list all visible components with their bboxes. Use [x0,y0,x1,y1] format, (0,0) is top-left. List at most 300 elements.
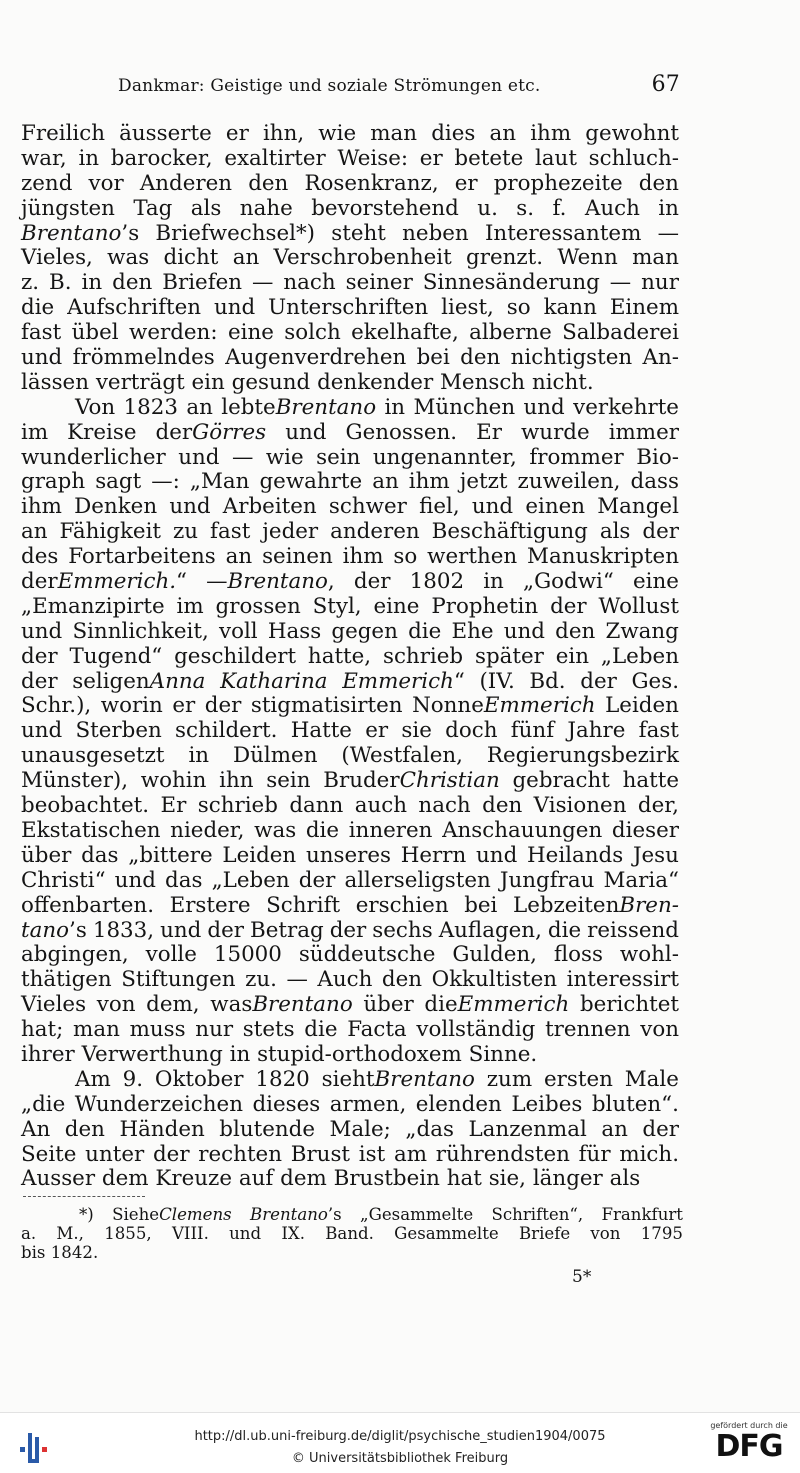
token [243,1018,295,1043]
token [642,520,679,545]
token [427,545,517,570]
token [133,197,172,222]
word: die [305,817,340,843]
token [412,694,595,719]
token [173,520,198,545]
word: dem [101,1166,149,1192]
token [479,670,514,695]
word: sieht [321,1066,375,1092]
body-line [21,1018,679,1043]
word: in [483,569,504,595]
token [529,446,623,471]
word: Lanzenmal [468,1116,587,1142]
token [413,396,515,421]
word: volle [145,942,197,968]
body-line [21,246,679,271]
token [345,421,457,446]
token [74,495,157,520]
token [640,1018,679,1043]
word: man [370,121,418,146]
body-line [21,670,679,695]
token [239,1167,273,1192]
token [155,1167,232,1192]
italic-word: Brentano [250,1205,328,1224]
word: die [408,618,442,644]
word: liest, [441,295,494,321]
word: bluten“. [591,1091,679,1117]
token [21,1043,75,1068]
token [240,197,293,222]
word: wurde [520,419,590,445]
word: graph [21,469,86,495]
token [530,122,571,147]
word: jetzt [459,469,508,495]
body-line [21,1118,679,1143]
dfg-funding-text: gefördert durch die [710,1421,788,1430]
word: am [393,1141,427,1167]
body-line [21,919,679,944]
word: Fortarbeitens [68,544,216,570]
word: Betrag [250,917,324,943]
token [555,620,595,645]
token [155,222,315,247]
word: Er [160,793,187,819]
token [21,993,86,1018]
word: blutende [219,1116,315,1142]
body-line [21,869,679,894]
token [172,694,195,719]
token [170,819,244,844]
italic-word: Bren- [619,892,679,918]
token [641,271,679,296]
token [153,1143,190,1168]
token [489,1167,526,1192]
word: verkehrte [573,394,679,420]
word: allerseligsten [344,867,491,893]
token [587,919,679,944]
word: berichtet [579,992,679,1018]
word: eine [227,320,274,346]
word: B. [49,270,72,296]
word: „Man [189,469,250,495]
word: Jahre [567,718,626,744]
token [212,869,290,894]
token [174,645,296,670]
token [21,271,39,296]
token [252,271,273,296]
token [370,122,417,147]
token [175,719,277,744]
word: Jesu [632,842,679,868]
token [283,271,335,296]
token [632,246,679,271]
word: ungenannter, [372,444,517,470]
word: in [81,270,103,296]
token [82,1043,223,1068]
word: armen, [329,1091,407,1117]
word: der [642,1116,679,1142]
word: fiel, [419,494,460,520]
token [472,495,513,520]
word: muss [129,1017,186,1043]
word: nach [418,793,471,819]
word: fast [21,320,62,346]
body-line [21,794,679,819]
word: „Godwi“ [523,569,614,595]
token [490,122,517,147]
token [460,346,500,371]
word: gebracht [512,768,610,794]
word: „Leben [211,867,290,893]
token [410,570,464,595]
token [21,520,48,545]
word: und [21,618,63,644]
word: 1823 [123,394,178,420]
token [284,321,340,346]
word: dem, [146,992,200,1018]
word: von [640,1017,679,1043]
word: Sinne. [468,1041,538,1067]
word: M., [56,1224,84,1244]
token [232,371,311,396]
word: schwer [328,494,407,520]
word: Ausser [21,1166,96,1192]
word: wie [265,444,304,470]
token [329,495,407,520]
word: Facta [347,1017,407,1043]
token [72,620,208,645]
token [527,844,623,869]
word: und [213,295,256,321]
word: ’s [69,917,87,943]
word: der [152,1141,190,1167]
token [160,919,201,944]
word: war, [21,145,67,171]
token [550,595,587,620]
word: die [547,917,582,943]
token [475,645,544,670]
token [482,794,522,819]
body-line [21,894,679,919]
word: Tag [133,195,173,221]
token [60,520,162,545]
word: was [107,245,150,271]
word: dem [280,1166,327,1192]
word: Manuskripten [527,544,679,570]
word: Am [75,1066,111,1092]
token [191,197,222,222]
token [21,222,139,247]
word: rechten [198,1141,282,1167]
token [252,1093,320,1118]
word: grossen [215,593,301,619]
word: Verschrobenheit [273,245,452,271]
word: Anderen [139,170,233,196]
token [363,993,413,1018]
word: inneren [348,817,433,843]
token [129,321,218,346]
token [504,620,545,645]
word: der [21,668,58,694]
token [304,1018,337,1043]
token [119,122,212,147]
word: an [372,469,399,495]
token [451,620,493,645]
body-line [21,1143,679,1168]
word: Briefe [518,1224,571,1244]
word: Siehe [112,1205,160,1224]
word: wie [318,121,357,146]
token [198,794,278,819]
word: ’s [121,220,140,246]
word: ’s [327,1205,342,1224]
word: denkender [317,369,434,395]
token [346,271,413,296]
word: stets [242,1017,295,1043]
word: An [21,1116,51,1142]
word: Leiden [605,693,679,719]
body-line [21,197,679,222]
body-line [21,446,679,471]
copyright-notice: © Universitätsbibliothek Freiburg [291,1451,509,1466]
token [610,1167,641,1192]
token [349,819,433,844]
word: als [599,519,631,545]
token [573,396,679,421]
token [562,321,679,346]
token [233,246,260,271]
token [21,346,62,371]
token [172,1224,209,1243]
word: lebte [221,394,276,420]
word: Sinnlichkeit, [72,618,209,644]
word: der, [637,793,679,819]
word: des [21,544,59,570]
token [207,919,244,944]
token [317,371,433,396]
word: sechs [372,917,433,943]
word: Briefwechsel*) [155,220,316,246]
word: den [381,967,423,993]
token [610,296,679,321]
word: Prophetin [431,593,539,619]
token [93,919,154,944]
token [72,670,205,695]
word: dass [630,469,679,495]
token [322,1068,475,1093]
word: den [248,170,289,196]
word: unter [85,1141,145,1167]
token [612,819,679,844]
footnote-rule [23,1196,145,1197]
token [304,172,438,197]
token [210,520,250,545]
token [330,1093,407,1118]
word: Sterben [75,718,162,744]
token [633,844,679,869]
word: mich. [619,1141,679,1167]
word: geschildert [174,643,297,669]
token [286,968,307,993]
word: schluch- [588,145,679,171]
word: zend [21,170,73,196]
token [601,645,679,670]
token [401,719,431,744]
token [151,470,180,495]
word: dieses [252,1091,321,1117]
word: prophezeite [493,170,623,196]
body-line [21,271,679,296]
word: *) [79,1205,94,1224]
word: wohl- [619,942,679,968]
token [21,1143,76,1168]
token [146,943,197,968]
token [233,744,318,769]
word: zuweilen, [517,469,621,495]
token [372,919,432,944]
token [164,246,219,271]
word: so [393,544,418,570]
dfg-logo[interactable] [706,1421,792,1469]
token [205,694,242,719]
word: Brustbein [333,1166,440,1192]
body-line [21,719,679,744]
token [259,470,362,495]
token [579,1143,611,1168]
word: Frankfurt [601,1205,683,1224]
token [21,670,58,695]
running-title: Dankmar: Geistige und soziale Strömungen etc. [118,76,541,96]
word: Sinnesänderung [422,270,600,296]
word: (IV. [479,668,515,694]
word: nichtigsten [510,345,633,371]
token [21,894,154,919]
word: Hatte [290,718,352,744]
word: den [64,1116,105,1142]
token [262,520,318,545]
token [545,1018,630,1043]
word: offenbarten. [21,892,155,918]
word: an [225,544,253,570]
token [257,1043,462,1068]
token [384,396,405,421]
token [97,993,136,1018]
word: unseres [305,842,391,868]
token [156,421,267,446]
word: in [188,743,210,769]
token [527,545,679,570]
token [625,1068,679,1093]
word: (Westfalen, [341,743,463,769]
dfg-logo-text: DFG [715,1429,783,1464]
word: trennen [545,1017,631,1043]
word: bevorstehend [311,195,459,221]
token [409,470,450,495]
token [440,371,525,396]
token [206,570,335,595]
token [585,122,679,147]
token [605,694,679,719]
word: steht [331,220,386,246]
token [533,1167,603,1192]
token [343,545,384,570]
token [516,197,534,222]
token [21,470,85,495]
italic-word: Clemens [159,1205,232,1224]
token [56,1224,84,1243]
token [468,1118,586,1143]
token [394,1143,427,1168]
word: hatte [622,768,679,794]
token [96,371,185,396]
word: Anschauungen [442,817,603,843]
body-line [21,943,679,968]
token [365,719,388,744]
word: Seite [21,1141,77,1167]
token [359,1143,385,1168]
word: Hass [267,618,322,644]
token [394,1224,499,1243]
word: verträgt [95,369,185,395]
word: hat [446,1166,482,1192]
token [21,1167,95,1192]
word: „das [405,1116,454,1142]
italic-word: Görres [192,419,267,445]
token [21,968,112,993]
word: ihn [219,768,254,794]
word: betete [454,145,524,171]
word: zu. [245,967,277,993]
word: der [642,519,679,545]
word: zu [173,519,199,545]
word: —: [151,469,180,495]
token [334,1167,440,1192]
token [140,172,232,197]
word: Genossen. [345,419,458,445]
token [21,1093,65,1118]
italic-word: Emmerich [483,693,596,719]
italic-word: Emmerich [342,668,454,694]
word: Brust [290,1141,351,1167]
token [604,869,679,894]
token [21,694,91,719]
token [643,346,679,371]
word: Zwang [605,618,679,644]
token [418,794,470,819]
word: schrieb [197,793,278,819]
word: Mensch [440,369,526,395]
document-url[interactable]: http://dl.ub.uni-freiburg.de/diglit/psychische_studien1904/0075 [194,1429,606,1444]
word: Auch [317,967,373,993]
token [337,147,408,172]
token [224,147,325,172]
token [308,645,371,670]
token [454,147,523,172]
word: Von [75,394,116,420]
body-line [21,545,679,570]
token [79,1205,94,1224]
italic-word: Brentano [21,220,122,246]
italic-word: Brentano [252,992,353,1018]
word: Vieles [21,992,87,1018]
word: Leibes [511,1091,583,1117]
word: bei [464,892,498,918]
word: hat; [21,1017,64,1043]
word: werden: [129,320,218,346]
word: lässen [21,369,89,395]
token [636,446,679,471]
word: der [204,693,242,719]
